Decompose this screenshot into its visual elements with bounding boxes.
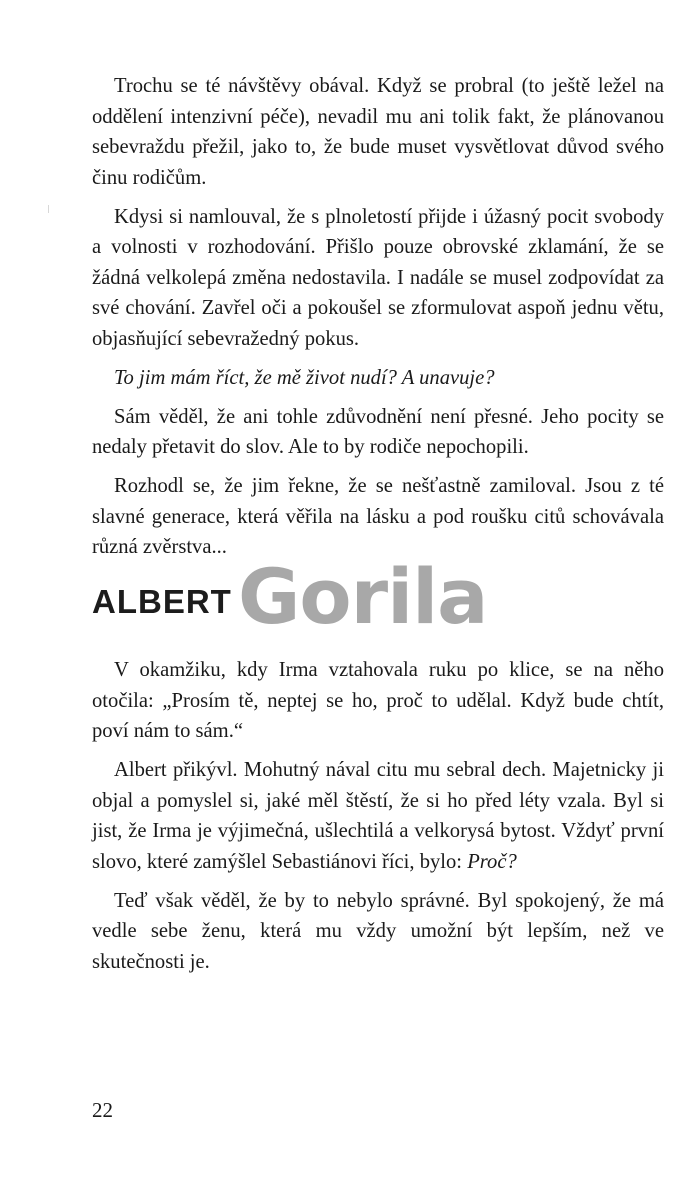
paragraph-italic: To jim mám říct, že mě život nudí? A unavuje? xyxy=(114,366,495,389)
paragraph: Kdysi si namlouval, že s plnoletostí přijde i úžasný pocit svobody a volnosti v rozhodování. Přišlo pouze obrovské zklamání, že se žádná velkolepá změna nedostavila. I nadále se musel zodpovídat za své chování. Zavřel oči a pokoušel se zformulovat aspoň jednu větu, objasňující sebevražedný pokus. xyxy=(92,205,664,350)
paragraph-with-italic xyxy=(92,755,664,877)
italic-word: Proč? xyxy=(467,850,517,873)
watermark-logo: Gorila xyxy=(238,552,488,641)
paragraph-text: Albert přikývl. Mohutný nával citu mu sebral dech. Majetnicky ji objal a pomyslel si, jaké měl štěstí, že si ho před léty vzala. Byl si jist, že Irma je výjimečná, ušlechtilá a velkorysá bytost. Vždyť první slovo, které zamýšlel Sebastiánovi říci, bylo: xyxy=(92,759,664,873)
paragraph: Trochu se té návštěvy obával. Když se probral (to ještě ležel na oddělení intenzivní péče), nevadil mu ani tolik fakt, že plánovanou sebevraždu přežil, jako to, že bude muset vysvětlovat důvod svého činu rodičům. xyxy=(92,75,664,189)
paragraph: Teď však věděl, že by to nebylo správné. Byl spokojený, že má vedle sebe ženu, která mu vždy umožní být lepším, než ve skutečnosti je. xyxy=(92,889,664,973)
paragraph: V okamžiku, kdy Irma vztahovala ruku po klice, se na něho otočila: „Prosím tě, neptej se ho, proč to udělal. Když bude chtít, poví nám to sám.“ xyxy=(92,659,664,742)
margin-mark xyxy=(48,205,49,213)
section-heading: ALBERT xyxy=(92,583,232,620)
page-number: 22 xyxy=(92,1098,113,1122)
paragraph: Sám věděl, že ani tohle zdůvodnění není přesné. Jeho pocity se nedaly přetavit do slov. Ale to by rodiče nepochopili. xyxy=(92,405,664,458)
paragraph: Rozhodl se, že jim řekne, že se nešťastně zamiloval. Jsou z té slavné generace, která věřila na lásku a pod roušku citů schovávala různá zvěrstva... xyxy=(92,475,664,558)
text-block-top xyxy=(92,71,664,571)
text-block-bottom xyxy=(92,655,664,986)
